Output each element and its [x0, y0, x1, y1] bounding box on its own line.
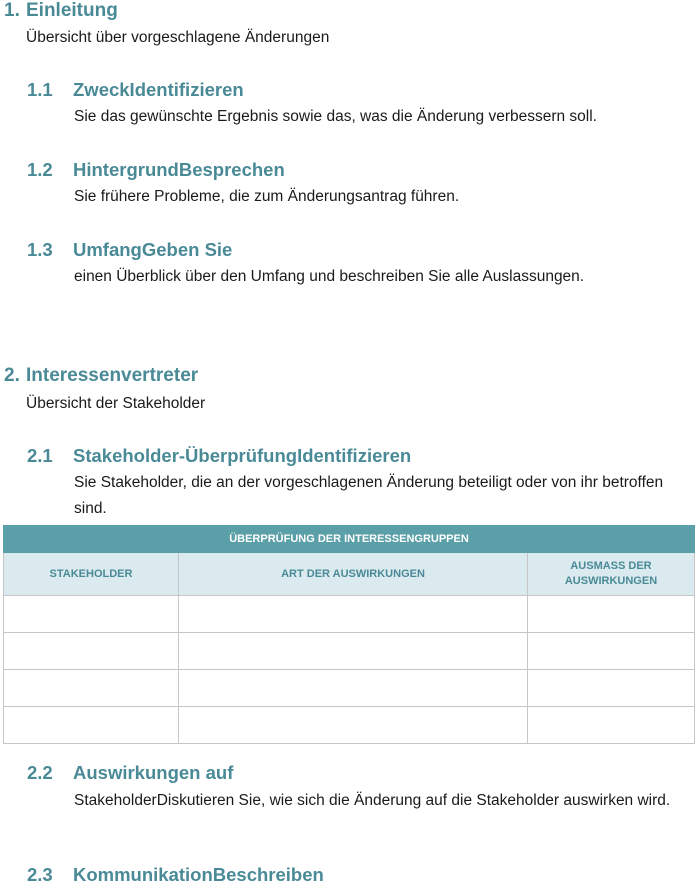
column-header-stakeholder: STAKEHOLDER [4, 553, 179, 596]
table-row [4, 633, 695, 670]
section-number: 2. [4, 365, 20, 386]
table-cell[interactable] [4, 596, 179, 633]
table-cell[interactable] [4, 633, 179, 670]
subsection-text: Sie Stakeholder, die an der vorgeschlagenen Änderung beteiligt oder von ihr betroffen sind. [74, 474, 664, 517]
subsection-heading-2-3 [27, 864, 324, 886]
subsection-text: Sie das gewünschte Ergebnis sowie das, was die Änderung verbessern soll. [74, 108, 597, 125]
table-cell[interactable] [528, 633, 695, 670]
table-cell[interactable] [179, 633, 528, 670]
table-cell[interactable] [4, 707, 179, 744]
subsection-title: Auswirkungen auf [73, 762, 234, 783]
table-caption: ÜBERPRÜFUNG DER INTERESSENGRUPPEN [4, 526, 695, 553]
section-subtitle: Übersicht der Stakeholder [26, 395, 206, 412]
table-row [4, 707, 695, 744]
table-cell[interactable] [4, 670, 179, 707]
subsection-heading-1-2 [27, 159, 285, 181]
section-number: 1. [4, 0, 20, 21]
section-subtitle: Übersicht über vorgeschlagene Änderungen [26, 29, 330, 46]
section-heading-einleitung [4, 0, 118, 22]
table-cell[interactable] [528, 596, 695, 633]
section-heading-interessenvertreter [4, 365, 198, 387]
subsection-title: ZweckIdentifizieren [73, 79, 244, 100]
subsection-title: HintergrundBesprechen [73, 159, 285, 180]
subsection-text: einen Überblick über den Umfang und beschreiben Sie alle Auslassungen. [74, 268, 585, 285]
subsection-title: KommunikationBeschreiben [73, 864, 324, 885]
table-cell[interactable] [179, 596, 528, 633]
column-header-ausmass: AUSMASS DER AUSWIRKUNGEN [528, 553, 695, 596]
subsection-title: Stakeholder-ÜberprüfungIdentifizieren [73, 445, 412, 466]
column-header-art: ART DER AUSWIRKUNGEN [179, 553, 528, 596]
subsection-number: 2.3 [27, 864, 53, 885]
subsection-heading-2-1 [27, 445, 411, 467]
table-row [4, 670, 695, 707]
subsection-number: 1.3 [27, 239, 53, 260]
subsection-heading-1-3 [27, 239, 232, 261]
subsection-number: 1.1 [27, 79, 53, 100]
subsection-text: StakeholderDiskutieren Sie, wie sich die Änderung auf die Stakeholder auswirken wird. [74, 792, 671, 809]
table-row [4, 596, 695, 633]
subsection-number: 2.2 [27, 762, 53, 783]
section-title: Interessenvertreter [26, 365, 199, 386]
subsection-heading-1-1 [27, 79, 244, 101]
table-cell[interactable] [528, 707, 695, 744]
table-cell[interactable] [179, 670, 528, 707]
subsection-title: UmfangGeben Sie [73, 239, 233, 260]
table-cell[interactable] [179, 707, 528, 744]
stakeholder-review-table [3, 525, 695, 744]
subsection-heading-2-2 [27, 762, 233, 784]
subsection-number: 2.1 [27, 445, 53, 466]
section-title: Einleitung [26, 0, 118, 21]
table-cell[interactable] [528, 670, 695, 707]
subsection-number: 1.2 [27, 159, 53, 180]
subsection-text: Sie frühere Probleme, die zum Änderungsantrag führen. [74, 188, 460, 205]
